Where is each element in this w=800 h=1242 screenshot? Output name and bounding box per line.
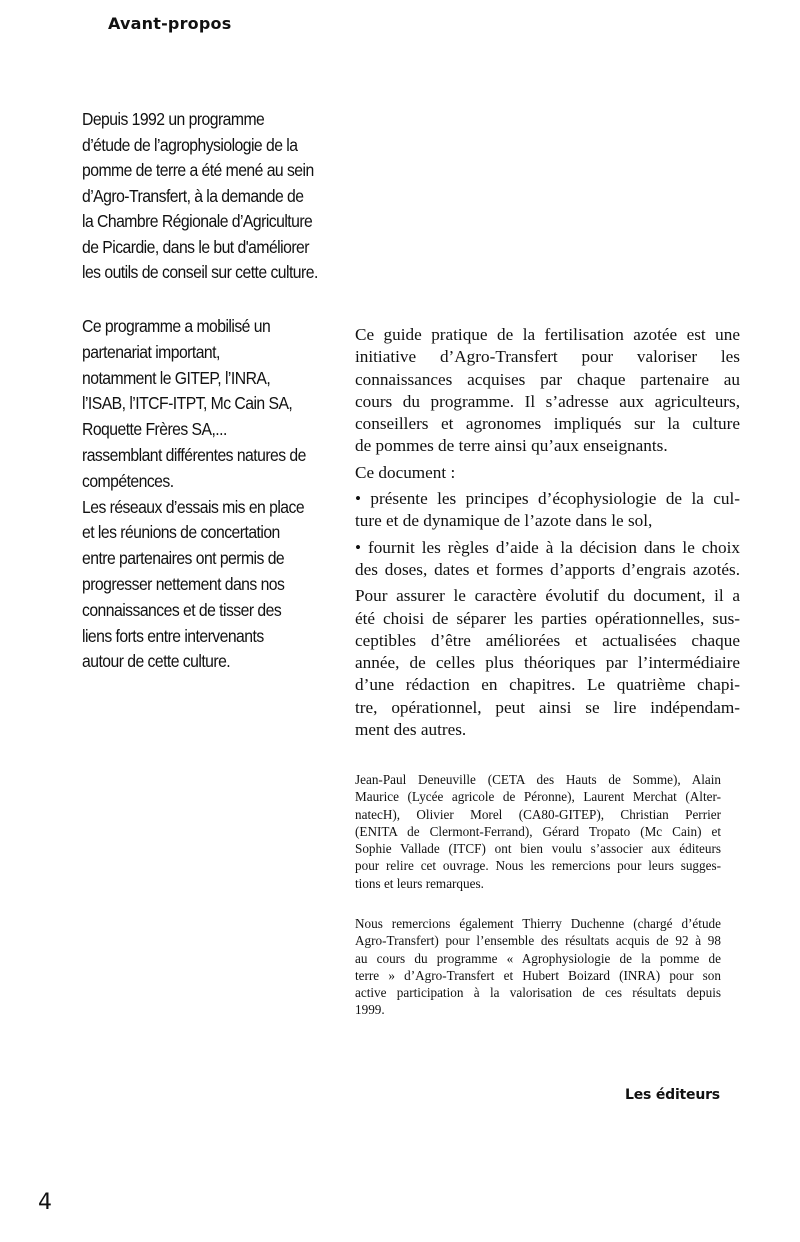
text-line: et les réunions de concertation [82,522,280,543]
bullet-item [355,488,740,533]
evolution-paragraph [355,585,740,741]
text-line: pour relire cet ouvrage. Nous les remercions pour leurs sugges- [355,858,721,874]
text-line: Depuis 1992 un programme [82,109,265,129]
text-line: de pommes de terre ainsi qu’aux enseignants. [355,436,668,456]
text-line: liens forts entre intervenants [82,625,264,646]
text-line: d’Agro-Transfert, à la demande de [82,185,304,206]
text-line: de Picardie, dans le but d'améliorer [82,236,309,257]
signature: Les éditeurs [625,1087,720,1103]
text-line: compétences. [82,470,174,491]
text-line: Roquette Frères SA,... [82,419,227,440]
text-line: 1999. [355,1002,385,1018]
partners-paragraph [82,314,331,675]
intro-paragraph [82,107,344,286]
guide-section [355,324,740,741]
text-line: pomme de terre a été mené au sein [82,160,314,180]
text-line: progresser nettement dans nos [82,573,285,594]
text-line: (ENITA de Clermont-Ferrand), Gérard Tropato (Mc Cain) et [355,823,721,839]
text-line: • présente les principes d’écophysiologie de la cul- [355,489,740,509]
text-line: ture et de dynamique de l’azote dans le sol, [355,511,653,531]
thanks-paragraph [355,915,721,1019]
text-line: tions et leurs remarques. [355,875,484,891]
text-line: Maurice (Lycée agricole de Péronne), Laurent Merchat (Alter- [355,789,721,805]
text-line: partenariat important, [82,341,220,362]
text-line: d’une rédaction en chapitres. Le quatrième chapi- [355,675,740,695]
text-line: l’ISAB, l’ITCF-ITPT, Mc Cain SA, [82,393,293,414]
reviewers-paragraph [355,771,721,892]
text-line: d’étude de l’agrophysiologie de la [82,134,298,155]
text-line: notamment le GITEP, l’INRA, [82,367,271,388]
text-line: connaissances et de tisser des [82,599,282,620]
guide-paragraph [355,324,740,458]
text-line: Agro-Transfert) pour l’ensemble des résultats acquis de 92 à 98 [355,933,721,949]
text-line: ment des autres. [355,720,467,740]
text-line: Pour assurer le caractère évolutif du document, il a [355,586,740,606]
text-line: initiative d’Agro-Transfert pour valoriser les [355,347,740,367]
text-line: conseillers et agronomes impliqués sur la culture [355,414,740,434]
text-line: entre partenaires ont permis de [82,548,285,569]
page-number: 4 [38,1190,52,1215]
text-line: Ce guide pratique de la fertilisation azotée est une [355,325,740,344]
text-line: terre » d’Agro-Transfert et Hubert Boizard (INRA) pour son [355,967,721,983]
text-line: • fournit les règles d’aide à la décision dans le choix [355,537,740,557]
text-line: des doses, dates et formes d’apports d’engrais azotés. [355,559,740,579]
text-line: Sophie Vallade (ITCF) ont bien voulu s’associer aux éditeurs [355,841,721,857]
text-line: autour de cette culture. [82,651,231,672]
text-line: Ce programme a mobilisé un [82,316,271,336]
text-line: tre, opérationnel, peut ainsi se lire indépendam- [355,697,740,717]
text-line: active participation à la valorisation de ces résultats depuis [355,985,721,1001]
text-line: Jean-Paul Deneuville (CETA des Hauts de Somme), Alain [355,772,721,787]
document-intro: Ce document : [355,462,456,482]
text-line: Nous remercions également Thierry Duchenne (chargé d’étude [355,916,721,931]
text-line: natecH), Olivier Morel (CA80-GITEP), Christian Perrier [355,806,721,822]
text-line: les outils de conseil sur cette culture. [82,262,318,282]
text-line: au cours du programme « Agrophysiologie de la pomme de [355,950,721,966]
text-line: connaissances acquises par chaque partenaire au [355,369,740,389]
bullet-item [355,537,740,582]
page-title: Avant-propos [108,14,232,33]
text-line: année, de celles plus théoriques par l’intermédiaire [355,653,740,673]
text-line: rassemblant différentes natures de [82,444,306,465]
text-line: été choisi de séparer les parties opérationnelles, sus- [355,608,740,628]
text-line: la Chambre Régionale d’Agriculture [82,211,313,231]
text-line: cours du programme. Il s’adresse aux agriculteurs, [355,391,740,411]
text-line: ceptibles d’être améliorées et actualisées chaque [355,630,740,650]
text-line: Les réseaux d’essais mis en place [82,496,305,517]
